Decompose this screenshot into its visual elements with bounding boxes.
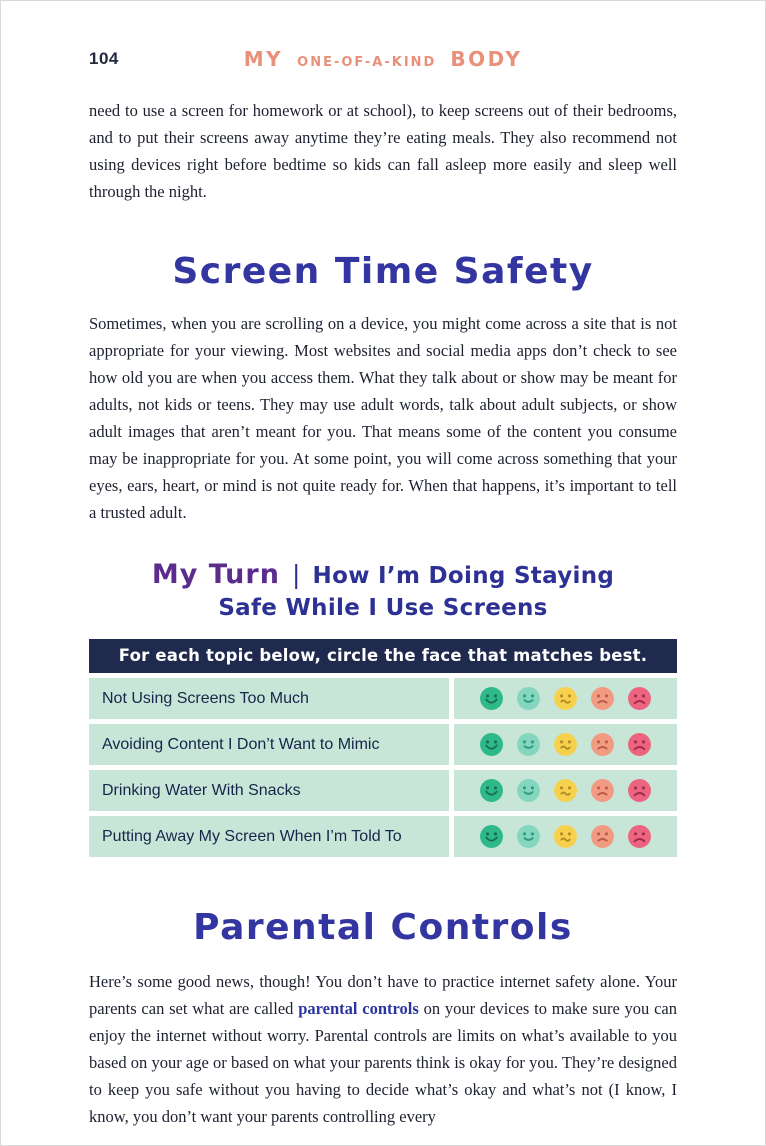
my-turn-heading — [89, 560, 677, 623]
face-options — [454, 678, 677, 719]
screen-time-paragraph: Sometimes, when you are scrolling on a device, you might come across a site that is not appropriate for your viewing. Most websites and social media apps don’t check to see how old you are when you access them. What they talk about or show may be meant for adults, not kids or teens. They may use adult words, talk about adult subjects, or show adult images that aren’t meant for you. That means some of the content you consume may be inappropriate for you. At some point, you will come across something that your eyes, ears, heart, or mind is not quite ready for. When that happens, it’s important to tell a trusted adult. — [89, 314, 677, 522]
happy-face-icon[interactable] — [516, 732, 541, 757]
happy-face-icon[interactable] — [516, 778, 541, 803]
running-head — [89, 47, 677, 71]
row-topic-label: Avoiding Content I Don’t Want to Mimic — [89, 724, 449, 765]
running-head-part: ONE-OF-A-KIND — [297, 55, 437, 70]
very-happy-face-icon[interactable] — [479, 732, 504, 757]
my-turn-line1 — [89, 560, 677, 593]
table-row — [89, 678, 677, 719]
face-options — [454, 816, 677, 857]
sad-face-icon[interactable] — [590, 824, 615, 849]
running-head-part: MY — [243, 47, 284, 71]
sad-face-icon[interactable] — [590, 778, 615, 803]
my-turn-title-line1: How I’m Doing Staying — [312, 563, 615, 589]
row-topic-label: Putting Away My Screen When I’m Told To — [89, 816, 449, 857]
my-turn-separator: | — [292, 560, 301, 589]
neutral-face-icon[interactable] — [553, 778, 578, 803]
face-options — [454, 770, 677, 811]
rating-table-instruction: For each topic below, circle the face that matches best. — [89, 639, 677, 673]
page-number: 104 — [89, 49, 119, 68]
table-row — [89, 816, 677, 857]
section-title-screen-time-safety: Screen Time Safety — [172, 251, 594, 292]
my-turn-label: My Turn — [151, 559, 280, 590]
row-topic-label: Not Using Screens Too Much — [89, 678, 449, 719]
sad-face-icon[interactable] — [590, 686, 615, 711]
table-row — [89, 770, 677, 811]
running-head-part: BODY — [450, 47, 523, 71]
intro-paragraph: need to use a screen for homework or at school), to keep screens out of their bedrooms, and to put their screens away anytime they’re eating meals. They also recommend not using devices right before bedtime so kids can fall asleep more easily and sleep well through the night. — [89, 101, 677, 201]
very-happy-face-icon[interactable] — [479, 686, 504, 711]
parental-text-end: on your devices to make sure you can enjoy the internet without worry. Parental controls are limits on what’s available to you based on your age or based on what your parents think is okay for you. They’re designed to keep you safe without you having to decide what’s okay and what’s not (I know, I know, you don’t want your parents controlling every — [89, 999, 677, 1126]
neutral-face-icon[interactable] — [553, 732, 578, 757]
page-header — [89, 47, 677, 73]
very-sad-face-icon[interactable] — [627, 778, 652, 803]
row-topic-label: Drinking Water With Snacks — [89, 770, 449, 811]
very-happy-face-icon[interactable] — [479, 824, 504, 849]
parental-text-start: Here’s some good news, though! You don’t have to practice internet safety alone. Your parents can set what are called — [89, 972, 677, 1018]
happy-face-icon[interactable] — [516, 824, 541, 849]
section-title-parental-controls: Parental Controls — [193, 907, 573, 948]
rating-table-rows — [89, 678, 677, 857]
neutral-face-icon[interactable] — [553, 686, 578, 711]
very-happy-face-icon[interactable] — [479, 778, 504, 803]
table-row — [89, 724, 677, 765]
neutral-face-icon[interactable] — [553, 824, 578, 849]
very-sad-face-icon[interactable] — [627, 686, 652, 711]
my-turn-title-line2: Safe While I Use Screens — [218, 595, 548, 621]
very-sad-face-icon[interactable] — [627, 732, 652, 757]
parental-paragraph — [89, 968, 677, 1130]
happy-face-icon[interactable] — [516, 686, 541, 711]
face-options — [454, 724, 677, 765]
parental-controls-term: parental controls — [298, 999, 419, 1018]
rating-table — [89, 639, 677, 857]
sad-face-icon[interactable] — [590, 732, 615, 757]
very-sad-face-icon[interactable] — [627, 824, 652, 849]
